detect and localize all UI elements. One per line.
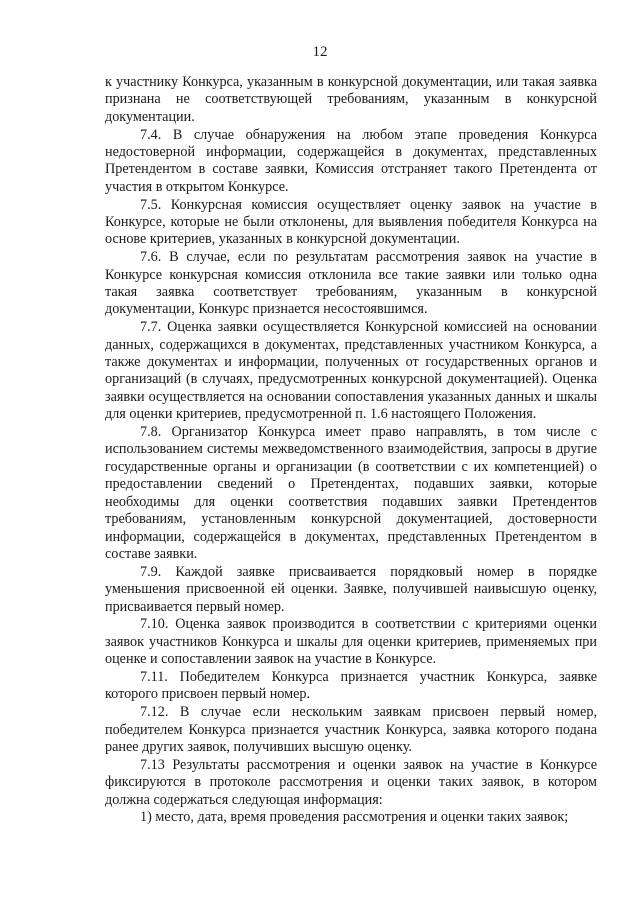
paragraph-7-11: 7.11. Победителем Конкурса признается участник Конкурса, заявке которого присвоен первый номер.: [105, 668, 597, 703]
paragraph-7-13: 7.13 Результаты рассмотрения и оценки заявок на участие в Конкурсе фиксируются в протоколе рассмотрения и оценки таких заявок, в котором должна содержаться следующая информация:: [105, 756, 597, 808]
paragraph-7-4: 7.4. В случае обнаружения на любом этапе проведения Конкурса недостоверной информации, содержащейся в документах, представленных Претендентом в составе заявки, Комиссия отстраняет такого Претендента от участия в открытом Конкурсе.: [105, 126, 597, 195]
paragraph-7-7: 7.7. Оценка заявки осуществляется Конкурсной комиссией на основании данных, содержащихся в документах, представленных участником Конкурса, а также документах и информации, полученных от государственных органов и организаций (в случаях, предусмотренных конкурсной документацией). Оценка заявки осуществляется на основании сопоставления указанных данных и шкалы для оценки критериев, предусмотренной п. 1.6 настоящего Положения.: [105, 319, 597, 423]
paragraph-7-6: 7.6. В случае, если по результатам рассмотрения заявок на участие в Конкурсе конкурсная комиссия отклонила все такие заявки или только одна такая заявка соответствует требованиям, указанным в конкурсной документации, Конкурс признается несостоявшимся.: [105, 249, 597, 318]
document-body: [105, 74, 597, 827]
paragraph-7-12: 7.12. В случае если нескольким заявкам присвоен первый номер, победителем Конкурса признается участник Конкурса, заявка которого подана ранее других заявок, получивших высшую оценку.: [105, 704, 597, 755]
page-number: 12: [312, 44, 328, 60]
paragraph-7-8: 7.8. Организатор Конкурса имеет право направлять, в том числе с использованием системы межведомственного взаимодействия, запросы в другие государственные органы и организации (в соответствии с их компетенцией) о предоставлении сведений о Претендентах, подавших заявки, которые необходимы для оценки соответствия подавших заявки Претендентов требованиям, установленным конкурсной документацией, достоверности информации, содержащейся в документах, представленных Претендентом в составе заявки.: [105, 424, 597, 562]
paragraph-7-9: 7.9. Каждой заявке присваивается порядковый номер в порядке уменьшения присвоенной ей оценки. Заявке, получившей наивысшую оценку, присваивается первый номер.: [105, 563, 597, 615]
list-item-1: 1) место, дата, время проведения рассмотрения и оценки таких заявок;: [140, 809, 569, 826]
paragraph-7-10: 7.10. Оценка заявок производится в соответствии с критериями оценки заявок участников Конкурса и шкалы для оценки критериев, применяемых при оценке и сопоставлении заявок на участие в Конкурсе.: [105, 616, 597, 668]
paragraph-continuation: к участнику Конкурса, указанным в конкурсной документации, или такая заявка признана не соответствующей требованиям, указанным в конкурсной документации.: [105, 74, 597, 125]
paragraph-7-5: 7.5. Конкурсная комиссия осуществляет оценку заявок на участие в Конкурсе, которые не были отклонены, для выявления победителя Конкурса на основе критериев, указанных в конкурсной документации.: [105, 196, 597, 248]
